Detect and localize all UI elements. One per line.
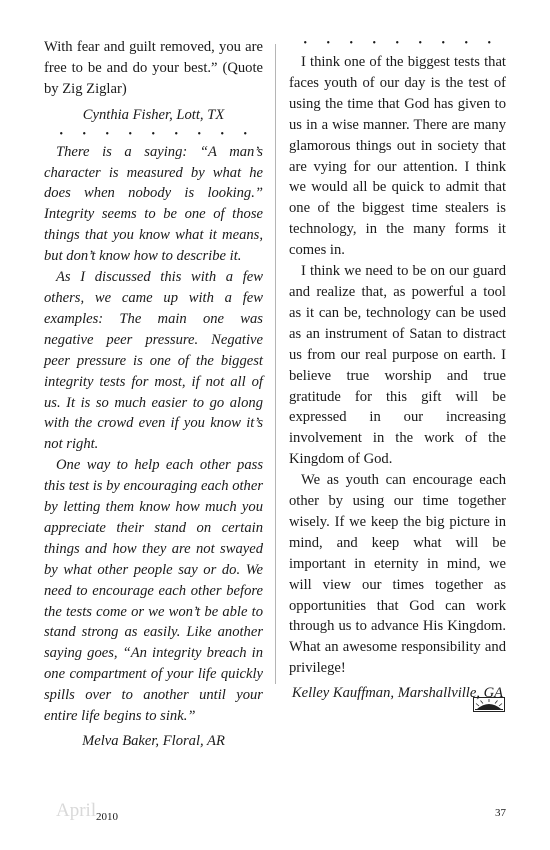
footer-year: 2010 [96,811,118,823]
article-paragraph: As I discussed this with a few others, we came up with a few examples: The main one was negative peer pressure. Negative peer pressure is one of the biggest integrity tests for most, if not all of us. It is so much easier to go along with the crowd even if you know it’s not right. [44,269,263,453]
section-separator: • • • • • • • • • [303,38,500,49]
article-paragraph: I think we need to be on our guard and realize that, as powerful a tool as it can be, technology can be used as an instrument of Satan to distract us from our real purpose on earth. I believe true worship and true gratitude for this gift will be expressed in our increasing involvement in the work of the Kingdom of God. [289,263,506,468]
left-column [44,37,263,752]
right-column [289,37,506,704]
page-number: 37 [495,807,506,819]
signature-cynthia-fisher: Cynthia Fisher, Lott, TX [82,106,225,123]
signature-kelley-kauffman: Kelley Kauffman, Marshallville, GA [291,685,504,702]
column-divider [275,44,276,684]
article-paragraph: One way to help each other pass this test is by encouraging each other by letting them know how much you appreciate their stand on certain things and how they are not swayed by what other people say or do. We need to encourage each other before the tests come or we won’t be able to stand strong as easily. Like another saying goes, “An integrity breach in one compartment of your life quickly spills over to another until your entire life begins to sink.” [44,457,263,725]
sunrise-icon [473,697,505,712]
article-paragraph: There is a saying: “A man’s character is measured by what he does when nobody is looking.” Integrity seems to be one of those things that you know what it means, but don’t know how to describe it. [44,143,263,265]
article-paragraph: I think one of the biggest tests that faces youth of our day is the test of using the time that God has given to us in a wise manner. There are many glamorous things out in society that are vying for our attention. I think we would all be quick to admit that one of the biggest time stealers is technology, in the many forms it comes in. [289,54,506,259]
signature-melva-baker: Melva Baker, Floral, AR [82,733,225,749]
section-separator: • • • • • • • • • [59,128,256,140]
article-paragraph: We as youth can encourage each other by using our time together wisely. If we keep the big picture in mind, and keep what will be important in eternity in mind, we will view our times together as opportunities that God can work through us to advance His Kingdom. What an awesome responsibility and privilege! [289,472,506,677]
intro-paragraph: With fear and guilt removed, you are free to be and do your best.” (Quote by Zig Ziglar) [44,39,263,97]
footer-month-watermark: April [56,800,97,821]
